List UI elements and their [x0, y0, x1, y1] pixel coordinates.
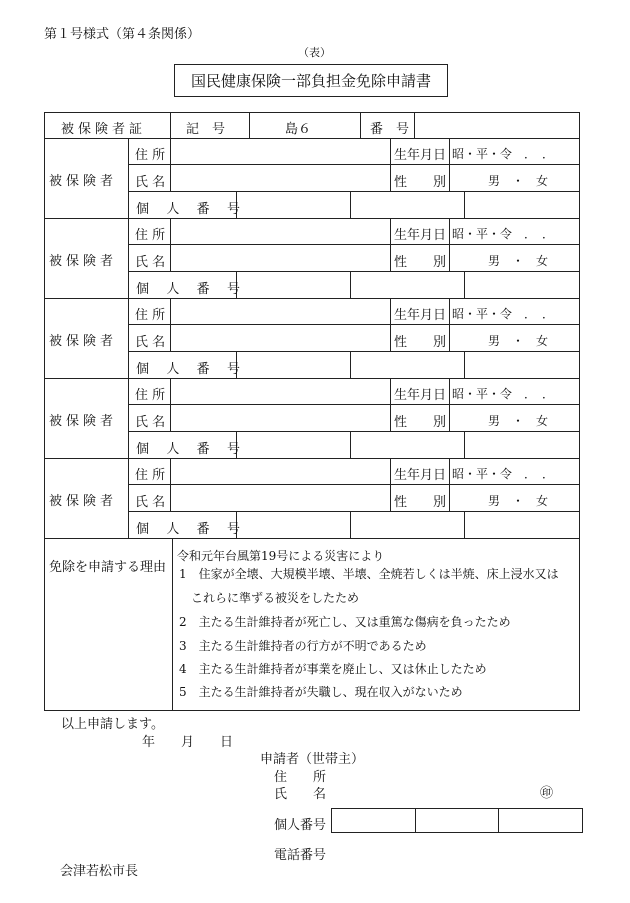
insured-label: 被保険者	[49, 494, 118, 509]
kojin-bango-char: 個	[136, 282, 150, 297]
sex-value: 男 ・ 女	[488, 494, 549, 508]
kojin-bango-field[interactable]	[238, 273, 578, 297]
reason-item-4: 4 主たる生計維持者が事業を廃止し、又は休止したため	[179, 662, 487, 676]
reason-item-1: 1 住家が全壊、大規模半壊、半壊、全焼若しくは半焼、床上浸水又は	[179, 567, 559, 581]
name-label: 氏 名	[135, 175, 166, 190]
side-label: （表）	[298, 46, 331, 59]
seal-mark: ㊞	[540, 786, 554, 801]
sex-value: 男 ・ 女	[488, 254, 549, 268]
address-label: 住 所	[135, 148, 166, 163]
address-field[interactable]	[172, 460, 389, 484]
kojin-bango-char: 番	[196, 282, 210, 297]
kojin-bango-cell[interactable]	[332, 809, 416, 832]
birth-value: 昭・平・令 ． ．	[452, 307, 555, 321]
phone-label: 電話番号	[274, 848, 327, 863]
address-field[interactable]	[172, 300, 389, 324]
reason-item-2: 2 主たる生計維持者が死亡し、又は重篤な傷病を負ったため	[179, 615, 511, 629]
insured-label: 被保険者	[49, 254, 118, 269]
kigo-label: 記 号	[186, 122, 226, 137]
applicant-address-label: 住 所	[274, 770, 327, 785]
reason-item-1-cont: これらに準ずる被災をしたため	[191, 591, 360, 605]
address-label: 住 所	[135, 468, 166, 483]
reason-item-3: 3 主たる生計維持者の行方が不明であるため	[179, 639, 427, 653]
sex-label: 性 別	[394, 255, 447, 270]
address-label: 住 所	[135, 308, 166, 323]
name-field[interactable]	[172, 246, 389, 271]
kojin-bango-char: 号	[226, 282, 240, 297]
address-field[interactable]	[172, 220, 389, 244]
kojin-bango-char: 号	[226, 522, 240, 537]
kojin-bango-field[interactable]	[331, 808, 583, 833]
sex-label: 性 別	[394, 335, 447, 350]
name-field[interactable]	[172, 166, 389, 191]
kojin-bango-char: 番	[196, 362, 210, 377]
declaration: 以上申請します。	[61, 717, 164, 732]
sex-label: 性 別	[394, 175, 447, 190]
kojin-bango-label	[136, 358, 240, 377]
birth-label: 生年月日	[394, 468, 447, 483]
kojin-bango-field[interactable]	[238, 513, 578, 537]
name-label: 氏 名	[135, 335, 166, 350]
kojin-bango-label	[136, 438, 240, 457]
applicant-label: 申請者（世帯主）	[260, 752, 365, 767]
birth-label: 生年月日	[394, 308, 447, 323]
kojin-bango-char: 人	[166, 442, 180, 457]
name-label: 氏 名	[135, 415, 166, 430]
address-label: 住 所	[135, 388, 166, 403]
birth-value: 昭・平・令 ． ．	[452, 227, 555, 241]
name-label: 氏 名	[135, 495, 166, 510]
kojin-bango-char: 人	[166, 282, 180, 297]
kojin-bango-field[interactable]	[238, 193, 578, 217]
card-label: 被保険者証	[61, 122, 147, 137]
kigo-value: 島６	[285, 122, 312, 137]
kojin-bango-char: 個	[136, 202, 150, 217]
kojin-bango-char: 人	[166, 362, 180, 377]
kojin-bango-char: 番	[196, 522, 210, 537]
reason-label: 免除を申請する理由	[49, 560, 167, 575]
kojin-bango-char: 人	[166, 522, 180, 537]
kojin-bango-char: 号	[226, 202, 240, 217]
form-number: 第１号様式（第４条関係）	[44, 27, 201, 42]
kojin-bango-cell[interactable]	[416, 809, 500, 832]
kojin-bango-char: 人	[166, 202, 180, 217]
bango-label: 番 号	[370, 122, 410, 137]
birth-value: 昭・平・令 ． ．	[452, 387, 555, 401]
kojin-bango-label	[136, 278, 240, 297]
kojin-bango-field[interactable]	[238, 353, 578, 377]
sex-value: 男 ・ 女	[488, 174, 549, 188]
sex-value: 男 ・ 女	[488, 414, 549, 428]
date-line: 年 月 日	[142, 735, 234, 750]
insured-label: 被保険者	[49, 414, 118, 429]
birth-value: 昭・平・令 ． ．	[452, 467, 555, 481]
insured-label: 被保険者	[49, 334, 118, 349]
kojin-bango-char: 番	[196, 442, 210, 457]
address-field[interactable]	[172, 380, 389, 404]
kojin-bango-label: 個人番号	[274, 818, 327, 833]
kojin-bango-char: 個	[136, 442, 150, 457]
address-label: 住 所	[135, 228, 166, 243]
reason-item-5: 5 主たる生計維持者が失職し、現在収入がないため	[179, 685, 463, 699]
kojin-bango-field[interactable]	[238, 433, 578, 457]
sex-value: 男 ・ 女	[488, 334, 549, 348]
birth-label: 生年月日	[394, 388, 447, 403]
name-label: 氏 名	[135, 255, 166, 270]
kojin-bango-char: 番	[196, 202, 210, 217]
kojin-bango-char: 個	[136, 362, 150, 377]
bango-field[interactable]	[416, 114, 578, 137]
reason-intro: 令和元年台風第19号による災害により	[177, 549, 385, 563]
kojin-bango-char: 号	[226, 442, 240, 457]
birth-value: 昭・平・令 ． ．	[452, 147, 555, 161]
sex-label: 性 別	[394, 415, 447, 430]
name-field[interactable]	[172, 486, 389, 511]
kojin-bango-label	[136, 198, 240, 217]
address-field[interactable]	[172, 140, 389, 164]
birth-label: 生年月日	[394, 228, 447, 243]
insured-label: 被保険者	[49, 174, 118, 189]
birth-label: 生年月日	[394, 148, 447, 163]
kojin-bango-label	[136, 518, 240, 537]
kojin-bango-char: 個	[136, 522, 150, 537]
name-field[interactable]	[172, 406, 389, 431]
name-field[interactable]	[172, 326, 389, 351]
kojin-bango-char: 号	[226, 362, 240, 377]
page-title: 国民健康保険一部負担金免除申請書	[174, 64, 448, 97]
sex-label: 性 別	[394, 495, 447, 510]
kojin-bango-cell[interactable]	[499, 809, 582, 832]
applicant-name-label: 氏 名	[274, 787, 327, 802]
addressee: 会津若松市長	[60, 864, 139, 879]
